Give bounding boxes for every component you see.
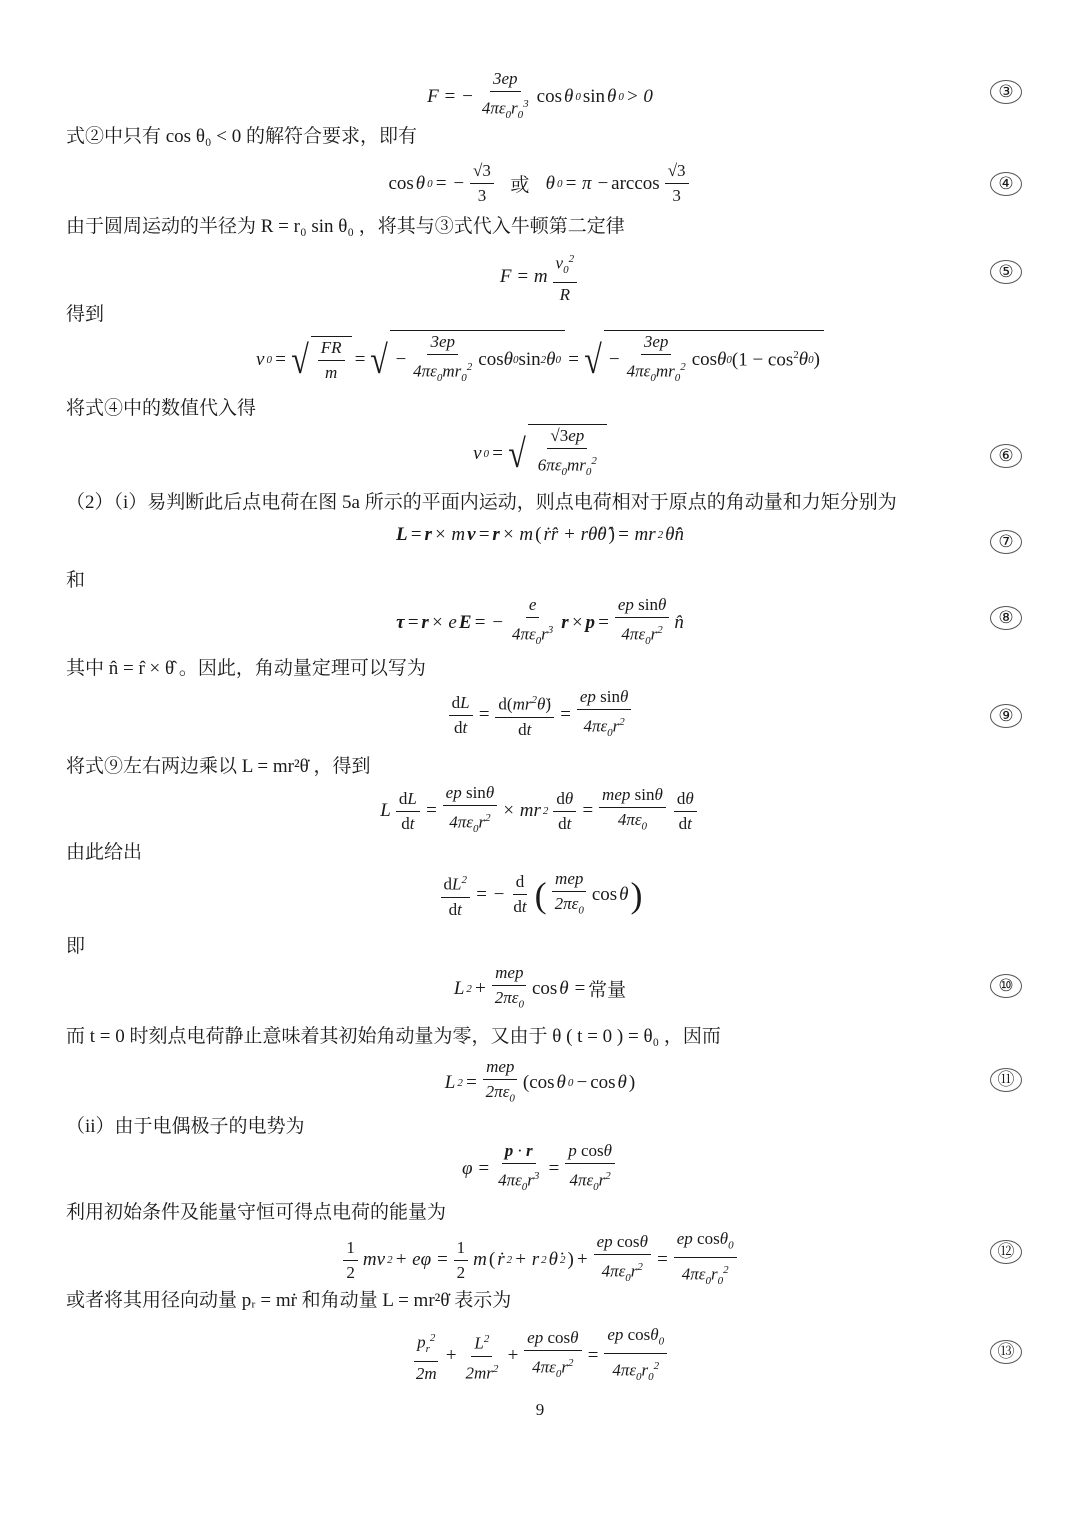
equation-6: v 0 = √ $\frac{√3ep}{6\pi\varepsilon_0mr_0^2}$ [0, 424, 1080, 483]
equation-4: cos θ 0 = − $\frac{√3}{3}$ 或 θ 0 = π − arccos $\frac{√3}{3}$ [0, 160, 1080, 207]
eq-number-9: ⑨ [990, 704, 1022, 728]
equation-3: F = − $\frac{3ep}{4\pi\varepsilon_0r_0^3}$ cos θ 0 sin θ 0 > 0 [427, 69, 653, 122]
constant-word: 常量 [588, 980, 627, 1002]
text-line-2: 由于圆周运动的半径为 R = r₀ sin θ₀ ，将其与③式代入牛顿第二定律 [66, 216, 625, 237]
text-line-1: 式②中只有 cos θ₀ < 0 的解符合要求，即有 [66, 126, 418, 147]
eq-number-5: ⑤ [990, 260, 1022, 284]
equation-7: L = r × m v = r × m ( ṙr̂ + rθ̇θ̂ ) = mr 2 θ̇n̂ [396, 524, 684, 545]
eq-number-3: ③ [990, 80, 1022, 104]
eq-number-12: ⑫ [990, 1240, 1022, 1264]
text-line-6: 和 [66, 570, 86, 591]
equation-phi: φ = $\frac{p \cdot r}{4\pi\varepsilon_0r^3}$ = $\frac{\text{p cosθ}}{4\pi\varepsilon_0r^2}$ [0, 1140, 1080, 1198]
equation-10: L 2 + $\frac{\text{mep}}{2\pi\varepsilon_0}$ cos θ = 常量 [453, 963, 627, 1011]
eq-number-13: ⑬ [990, 1340, 1022, 1364]
equation-12: $\frac{1}{2}$ mv 2 + eφ = $\frac{1}{2}$ m ( ṙ 2 + r 2 θ̇ 2 ) + $\frac{\text{ep cosθ}}{4\pi\varepsilon_0r^2}$ = $\frac{ep \cos\theta_0}{4\pi\varepsilon_0r_0^2}$ [0, 1228, 1080, 1292]
eq-number-4: ④ [990, 172, 1022, 196]
text-line-10: 即 [66, 936, 86, 957]
equation-13: $\frac{p_r^2}{2m}$ + $\frac{L^2}{2mr^2}$ + $\frac{\text{ep cosθ}}{4\pi\varepsilon_0r^2}$ = $\frac{ep \cos\theta_0}{4\pi\varepsilon_0r_0^2}$ [0, 1324, 1080, 1388]
equation-l-dl: L $\frac{dL}{dt}$ = $\frac{\text{ep sinθ}}{4\pi\varepsilon_0r^2}$ × mr 2 $\frac{d\theta}{dt}$ = $\frac{\text{mep sinθ}}{4\pi\varepsilon_0}$ $\frac{d\theta}{dt}$ [0, 782, 1080, 840]
equation-8: τ = r × e E = − $\frac{e}{4\pi\varepsilon_0r^3}$ r × p = $\frac{\text{ep sinθ}}{4\pi\varepsilon_0r^2}$ n̂ [396, 595, 684, 648]
page-number: 9 [535, 1400, 545, 1419]
text-line-14: 或者将其用径向动量 pᵣ = mṙ 和角动量 L = mr²θ̇ 表示为 [66, 1290, 512, 1311]
eq-number-11: ⑪ [990, 1068, 1022, 1092]
text-line-9: 由此给出 [66, 842, 143, 863]
eq-number-8: ⑧ [990, 606, 1022, 630]
eq-number-10: ⑩ [990, 974, 1022, 998]
text-line-4: 将式④中的数值代入得 [66, 398, 257, 419]
equation-11: L 2 = $\frac{\text{mep}}{2\pi\varepsilon_0}$ (cos θ 0 − cos θ ) [444, 1057, 636, 1105]
text-line-3: 得到 [66, 304, 105, 325]
text-line-11: 而 t = 0 时刻点电荷静止意味着其初始角动量为零，又由于 θ ( t = 0 ) = θ₀ ，因而 [66, 1026, 721, 1047]
equation-9: $\frac{dL}{dt}$ = $\frac{d(mr^2\thetȧ)}{dt}$ = $\frac{\text{ep sinθ}}{4\pi\varepsilon_0r^2}$ [0, 686, 1080, 744]
text-line-8: 将式⑨左右两边乘以 L = mr²θ̇ ，得到 [66, 756, 371, 777]
text-line-7: 其中 n̂ = r̂ × θ̂ 。因此，角动量定理可以写为 [66, 658, 426, 679]
text-line-13: 利用初始条件及能量守恒可得点电荷的能量为 [66, 1202, 447, 1223]
equation-dl2: $\frac{dL^2}{dt}$ = − $\frac{d}{dt}$ ( $\frac{\text{mep}}{2\pi\varepsilon_0}$ cos θ ) [0, 868, 1080, 921]
eq-number-7: ⑦ [990, 530, 1022, 554]
text-line-12: （ii）由于电偶极子的电势为 [66, 1116, 305, 1137]
eq-number-6: ⑥ [990, 444, 1022, 468]
or-word: 或 [510, 175, 530, 196]
equation-5: F = m $\frac{v_0^2}{R}$ [0, 248, 1080, 306]
text-line-5: （2）（i）易判断此后点电荷在图 5a 所示的平面内运动，则点电荷相对于原点的角动量和力矩分别为 [66, 492, 897, 513]
equation-v0: v 0 = √ $\frac{FR}{m}$ = √ − $\frac{3ep}{4\pi\varepsilon_0mr_0^2}$ cos θ 0 sin 2 θ 0 = √ − $\frac{3ep}{4\pi\varepsilon_0mr_0^2}$ cos θ 0 ($1 - \cos^2$ θ 0 ) [0, 330, 1080, 389]
